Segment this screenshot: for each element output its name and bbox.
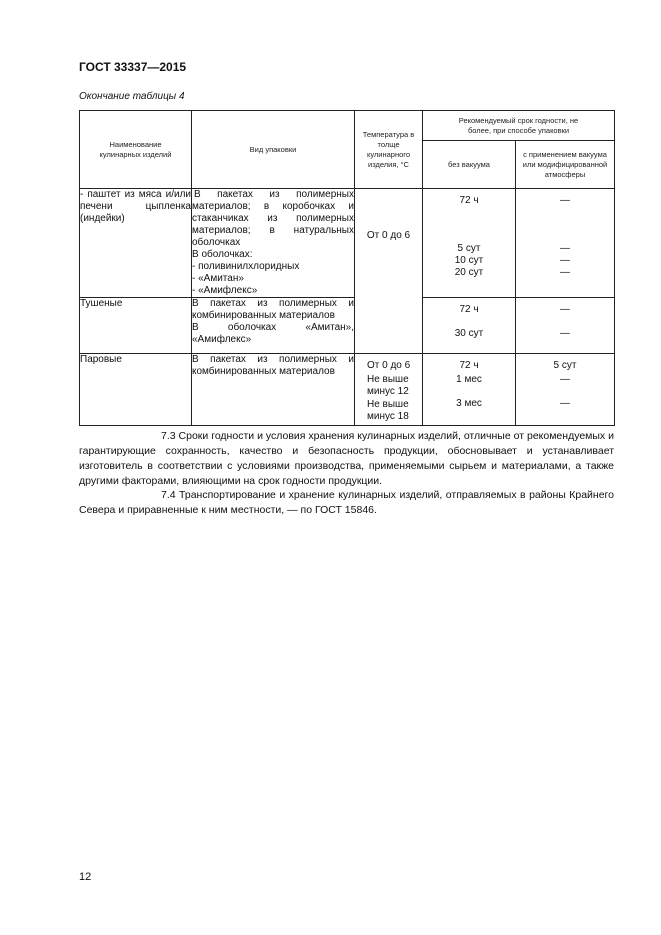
paragraph-text: 7.4 Транспортирование и хранение кулинарных изделий, отправляемых в районы Крайнего Севера и приравненные к ним местности, — по ГОСТ 15846. [79,489,614,516]
packaging-text: В пакетах из полимерных и комбинированных материалов [192,298,354,321]
packaging-text: - поливинилхлоридных [192,261,300,272]
shelf-life-no-vacuum-cell [423,354,516,426]
packaging-cell [192,298,355,354]
product-name-cell: - паштет из мяса и/или печени цыпленка (индейки) [80,189,192,298]
value-text: Не выше минус 18 [367,399,409,422]
value-text: 3 мес [456,398,482,409]
value-text: — [560,195,570,206]
shelf-life-table [79,110,615,426]
product-name-cell: Паровые [80,354,192,426]
value-text: Не выше минус 12 [367,374,409,397]
paragraph-7-4 [79,488,614,518]
value-text: 72 ч [459,195,479,206]
value-text: 5 сут [553,360,577,371]
header-product-name: Наименование кулинарных изделий [80,111,192,189]
shelf-life-modified-cell [516,189,615,298]
value-text: 30 сут [454,328,484,339]
table-caption: Окончание таблицы 4 [79,91,185,102]
header-shelf-life-group: Рекомендуемый срок годности, не более, при способе упаковки [423,111,615,141]
table-row [80,298,615,354]
value-text: 1 мес [456,374,482,385]
value-text: — [560,328,570,339]
value-text: От 0 до 6 [367,360,411,371]
document-header: ГОСТ 33337—2015 [79,60,187,74]
packaging-cell: В пакетах из полимерных и комбинированных материалов [192,354,355,426]
value-text: 72 ч [459,304,479,315]
header-packaging: Вид упаковки [192,111,355,189]
shelf-life-modified-cell [516,354,615,426]
header-temperature: Температура в толще кулинарного изделия, °С [355,111,423,189]
packaging-text: В пакетах из полимерных материалов; в коробочках и стаканчиках из полимерных материалов; в натуральных оболочках [192,189,354,248]
paragraph-text: 7.3 Сроки годности и условия хранения кулинарных изделий, отличные от рекомендуемых и гарантирующие сохранность, качество и безопасность продукции, обосновывает и устанавливает изготовитель в соответствии с условиями производства, применяемыми сырьем и материалами, а также другими факторами, влияющими на срок годности продукции. [79,430,614,487]
packaging-cell [192,189,355,298]
header-modified-atmosphere: с применением вакуума или модифицированной атмосферы [516,141,615,189]
packaging-text: - «Амитан» [192,273,244,284]
packaging-text: - «Амифлекс» [192,285,258,296]
page-number: 12 [79,871,92,883]
value-text: — [560,267,570,278]
shelf-life-no-vacuum-cell [423,189,516,298]
value-text: — [560,374,570,385]
value-text: 10 сут [454,255,484,266]
shelf-life-modified-cell [516,298,615,354]
value-text: 72 ч [459,360,479,371]
table-row [80,354,615,426]
product-name-cell: Тушеные [80,298,192,354]
shelf-life-no-vacuum-cell [423,298,516,354]
value-text: — [560,304,570,315]
value-text: — [560,398,570,409]
packaging-text: В оболочках «Амитан», «Амифлекс» [192,322,354,345]
paragraph-7-3 [79,429,614,489]
temperature-cell [355,354,423,426]
packaging-text: В оболочках: [192,249,253,260]
header-no-vacuum: без вакуума [423,141,516,189]
temperature-cell: От 0 до 6 [355,189,423,354]
table-row [80,189,615,298]
value-text: — [560,255,570,266]
value-text: — [560,243,570,254]
value-text: 5 сут [457,243,481,254]
value-text: 20 сут [454,267,484,278]
